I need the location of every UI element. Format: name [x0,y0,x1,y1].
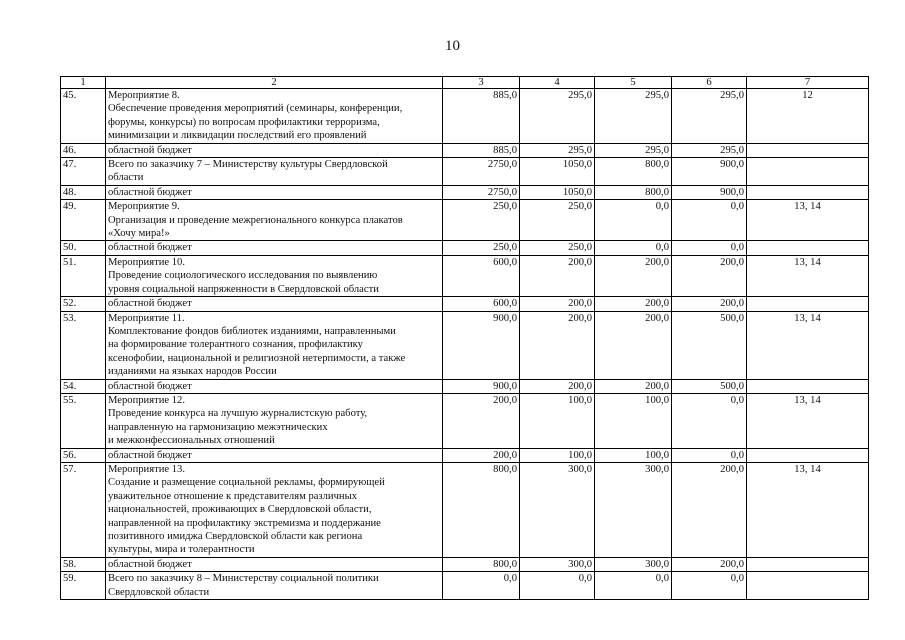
amount-cell: 0,0 [595,200,672,241]
row-number-cell: 45. [61,89,106,144]
column-header: 1 [61,77,106,89]
description-cell [106,572,443,600]
amount-cell: 250,0 [443,200,520,241]
amount-cell: 200,0 [595,379,672,393]
amount-cell: 100,0 [595,393,672,448]
description-line: изданиями на языках народов России [108,366,277,378]
amount-cell: 100,0 [520,448,595,462]
row-number-cell: 55. [61,393,106,448]
description-line: Мероприятие 11. [108,312,185,324]
amount-cell: 200,0 [672,557,747,571]
table-row [61,143,869,157]
description-line: Мероприятие 8. [108,90,180,101]
description-cell [106,379,443,393]
amount-cell: 1050,0 [520,185,595,199]
row-number-cell: 52. [61,297,106,311]
description-cell [106,241,443,255]
amount-cell: 0,0 [595,572,672,600]
description-line: областной бюджет [108,298,192,310]
target-indicator-cell [747,572,869,600]
row-number-cell: 46. [61,143,106,157]
target-indicator-cell [747,297,869,311]
amount-cell: 885,0 [443,143,520,157]
amount-cell: 200,0 [595,311,672,379]
amount-cell: 200,0 [672,462,747,557]
amount-cell: 200,0 [443,393,520,448]
target-indicator-cell: 13, 14 [747,200,869,241]
row-number-cell: 47. [61,158,106,186]
description-line: Создание и размещение социальной рекламы, формирующей [108,477,385,489]
amount-cell: 800,0 [595,158,672,186]
table-row [61,462,869,557]
amount-cell: 500,0 [672,311,747,379]
target-indicator-cell: 13, 14 [747,311,869,379]
table-header-row [61,77,869,89]
amount-cell: 295,0 [672,89,747,144]
amount-cell: 200,0 [595,297,672,311]
amount-cell: 250,0 [443,241,520,255]
amount-cell: 500,0 [672,379,747,393]
description-cell [106,311,443,379]
table-row [61,297,869,311]
row-number-cell: 53. [61,311,106,379]
table-row [61,572,869,600]
amount-cell: 100,0 [595,448,672,462]
description-line: Организация и проведение межрегионального конкурса плакатов [108,214,403,226]
target-indicator-cell: 13, 14 [747,255,869,296]
amount-cell: 0,0 [672,448,747,462]
amount-cell: 200,0 [672,297,747,311]
amount-cell: 0,0 [672,393,747,448]
amount-cell: 0,0 [672,200,747,241]
amount-cell: 600,0 [443,297,520,311]
amount-cell: 900,0 [672,185,747,199]
target-indicator-cell: 12 [747,89,869,144]
description-line: направленную на гармонизацию межэтнических [108,421,328,433]
amount-cell: 200,0 [443,448,520,462]
description-cell [106,448,443,462]
target-indicator-cell [747,185,869,199]
row-number-cell: 58. [61,557,106,571]
target-indicator-cell [747,448,869,462]
description-line: форумы, конкурсы) по вопросам профилактики терроризма, [108,116,380,128]
description-line: областной бюджет [108,380,192,392]
description-line: ксенофобии, национальной и религиозной нетерпимости, а также [108,352,406,364]
description-cell [106,158,443,186]
amount-cell: 200,0 [520,379,595,393]
row-number-cell: 57. [61,462,106,557]
amount-cell: 200,0 [595,255,672,296]
row-number-cell: 54. [61,379,106,393]
description-line: национальностей, проживающих в Свердловской области, [108,504,372,516]
description-line: направленной на профилактику экстремизма и поддержание [108,517,381,529]
description-line: культуры, мира и толерантности [108,544,255,556]
column-header: 7 [747,77,869,89]
description-cell [106,462,443,557]
table-row [61,311,869,379]
row-number-cell: 51. [61,255,106,296]
description-line: позитивного имиджа Свердловской области как региона [108,531,363,542]
amount-cell: 0,0 [595,241,672,255]
amount-cell: 0,0 [672,241,747,255]
description-cell [106,143,443,157]
amount-cell: 295,0 [520,143,595,157]
description-line: «Хочу мира!» [108,228,170,240]
amount-cell: 900,0 [443,311,520,379]
description-line: уважительное отношение к представителям различных [108,490,357,502]
amount-cell: 300,0 [595,462,672,557]
table-row [61,241,869,255]
target-indicator-cell: 13, 14 [747,462,869,557]
amount-cell: 885,0 [443,89,520,144]
amount-cell: 200,0 [520,311,595,379]
description-line: Мероприятие 9. [108,201,180,213]
amount-cell: 250,0 [520,200,595,241]
amount-cell: 1050,0 [520,158,595,186]
table-row [61,448,869,462]
amount-cell: 2750,0 [443,158,520,186]
amount-cell: 100,0 [520,393,595,448]
amount-cell: 250,0 [520,241,595,255]
description-line: на формирование толерантного сознания, профилактику [108,339,363,351]
amount-cell: 800,0 [595,185,672,199]
amount-cell: 0,0 [443,572,520,600]
description-line: Комплектование фондов библиотек изданиями, направленными [108,325,396,337]
description-cell [106,200,443,241]
target-indicator-cell [747,557,869,571]
description-line: областной бюджет [108,558,192,570]
amount-cell: 0,0 [672,572,747,600]
row-number-cell: 50. [61,241,106,255]
amount-cell: 0,0 [520,572,595,600]
description-line: Свердловской области [108,586,210,598]
description-line: и межконфессиональных отношений [108,435,275,447]
description-line: Обеспечение проведения мероприятий (семинары, конференции, [108,103,403,115]
description-line: Всего по заказчику 7 – Министерству культуры Свердловской [108,159,388,171]
amount-cell: 800,0 [443,557,520,571]
column-header: 6 [672,77,747,89]
amount-cell: 295,0 [595,89,672,144]
amount-cell: 300,0 [520,462,595,557]
target-indicator-cell [747,241,869,255]
table-row [61,89,869,144]
description-cell [106,393,443,448]
description-line: областной бюджет [108,144,192,156]
table-body [61,77,869,600]
amount-cell: 295,0 [595,143,672,157]
amount-cell: 200,0 [520,255,595,296]
description-line: областной бюджет [108,186,192,198]
description-line: Проведение социологического исследования по выявлению [108,270,378,282]
amount-cell: 900,0 [672,158,747,186]
column-header: 2 [106,77,443,89]
column-header: 5 [595,77,672,89]
column-header: 4 [520,77,595,89]
description-line: Мероприятие 13. [108,463,185,475]
amount-cell: 2750,0 [443,185,520,199]
amount-cell: 200,0 [520,297,595,311]
amount-cell: 800,0 [443,462,520,557]
target-indicator-cell [747,143,869,157]
description-line: Проведение конкурса на лучшую журналистскую работу, [108,408,368,420]
target-indicator-cell: 13, 14 [747,393,869,448]
amount-cell: 295,0 [672,143,747,157]
row-number-cell: 49. [61,200,106,241]
amount-cell: 300,0 [595,557,672,571]
table-row [61,158,869,186]
table-row [61,185,869,199]
table-row [61,200,869,241]
amount-cell: 200,0 [672,255,747,296]
description-line: Мероприятие 10. [108,256,185,268]
description-line: уровня социальной напряженности в Свердловской области [108,283,379,295]
row-number-cell: 56. [61,448,106,462]
description-cell [106,185,443,199]
column-header: 3 [443,77,520,89]
page-number: 10 [445,38,460,54]
row-number-cell: 59. [61,572,106,600]
budget-table [60,76,869,600]
target-indicator-cell [747,158,869,186]
row-number-cell: 48. [61,185,106,199]
description-line: Всего по заказчику 8 – Министерству социальной политики [108,573,379,585]
table-row [61,557,869,571]
description-line: областной бюджет [108,242,192,254]
target-indicator-cell [747,379,869,393]
description-line: областной бюджет [108,449,192,461]
amount-cell: 600,0 [443,255,520,296]
table-row [61,255,869,296]
description-line: Мероприятие 12. [108,394,185,406]
description-cell [106,255,443,296]
description-line: минимизации и ликвидации последствий его проявлений [108,130,367,142]
description-cell [106,297,443,311]
amount-cell: 900,0 [443,379,520,393]
amount-cell: 300,0 [520,557,595,571]
amount-cell: 295,0 [520,89,595,144]
description-cell [106,89,443,144]
description-cell [106,557,443,571]
table-row [61,379,869,393]
table-row [61,393,869,448]
description-line: области [108,172,144,184]
